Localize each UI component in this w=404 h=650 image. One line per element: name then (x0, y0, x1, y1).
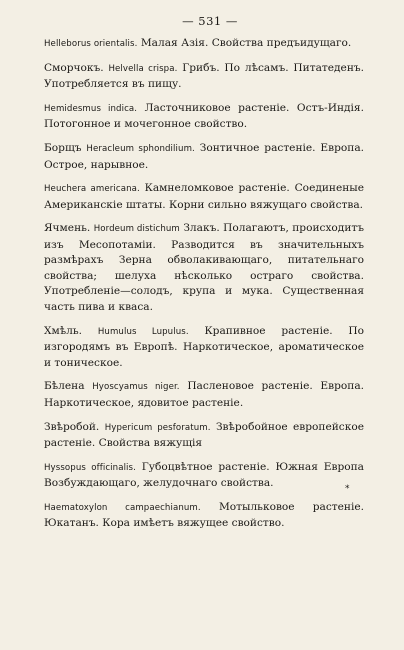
entry-text: Звѣробойное европейское растеніе. Свойства вяжущія (44, 420, 364, 449)
page-number: — 531 — (182, 14, 238, 28)
entry-heuchera (44, 181, 364, 213)
entry-text: Пасленовое растеніе. Европа. Наркотическое, ядовитое растеніе. (44, 380, 365, 409)
entry-name: Звѣробой. (44, 420, 100, 433)
entry-latin: Heracleum sphondilium. (86, 144, 195, 155)
entry-name: Борщъ (44, 142, 82, 155)
entry-name: Хмѣль. (44, 324, 83, 337)
entry-text: Крапивное растеніе. По изгородямъ въ Европѣ. Наркотическое, ароматическое и тоническое. (44, 324, 364, 369)
entry-list (44, 36, 364, 532)
entry-hyssopus (44, 460, 364, 492)
entry-latin: Hypericum pesforatum. (104, 422, 211, 433)
margin-mark: * (345, 484, 350, 494)
entry-text: Ласточниковое растеніе. Остъ-Индія. Потогонное и мочегонное свойство. (44, 101, 364, 131)
entry-heracleum (44, 141, 364, 173)
entry-text: Губоцвѣтное растеніе. Южная Европа Возбуждающаго, желудочнаго свойства. (44, 460, 364, 490)
entry-hyoscyamus (44, 379, 364, 411)
entry-latin: Hordeum distichum (93, 224, 180, 235)
entry-latin: Humulus Lupulus. (97, 326, 189, 337)
entry-text: Зонтичное растеніе. Европа. Острое, нарывное. (44, 142, 364, 171)
entry-name: Сморчокъ. (44, 61, 104, 74)
entry-text: Камнеломковое растеніе. Соединеные Американскіе штаты. Корни сильно вяжущаго свойства. (44, 182, 365, 211)
entry-latin: Heuchera americana. (44, 184, 140, 195)
entry-haematoxylon (44, 500, 364, 532)
entry-name: Бѣлена (44, 380, 85, 393)
entry-hordeum (44, 221, 364, 315)
entry-text: Грибъ. По лѣсамъ. Питатеденъ. Употребляется въ пищу. (44, 61, 364, 91)
entry-hypericum (44, 420, 364, 452)
entry-text: Мотыльковое растеніе. Юкатанъ. Кора имѣетъ вяжущее свойство. (44, 500, 364, 530)
entry-helvella (44, 61, 364, 93)
entry-hemidesmus (44, 101, 364, 133)
entry-humulus (44, 324, 364, 372)
entry-latin: Hemidesmus indica. (44, 103, 138, 114)
entry-text: Злакъ. Полагаютъ, происходитъ изъ Месопотаміи. Разводится въ значительныхъ размѣрахъ Зерна обволакивающаго, питательнаго свойства; шелуха нѣсколько остраго свойства. Употребленіе—солодъ, крупа и мука. Существенная часть пива и кваса. (44, 222, 364, 313)
entry-latin: Hyssopus officinalis. (44, 462, 136, 473)
entry-helleborus (44, 36, 364, 53)
entry-latin: Hyoscyamus niger. (92, 382, 180, 393)
entry-name: Ячмень. (44, 222, 91, 235)
entry-latin: Helleborus orientalis. (44, 39, 138, 49)
entry-latin: Helvella crispa. (108, 63, 178, 74)
entry-text: Малая Азія. Свойства предъидущаго. (140, 37, 352, 49)
entry-latin: Haematoxylon campaechianum. (44, 502, 201, 513)
